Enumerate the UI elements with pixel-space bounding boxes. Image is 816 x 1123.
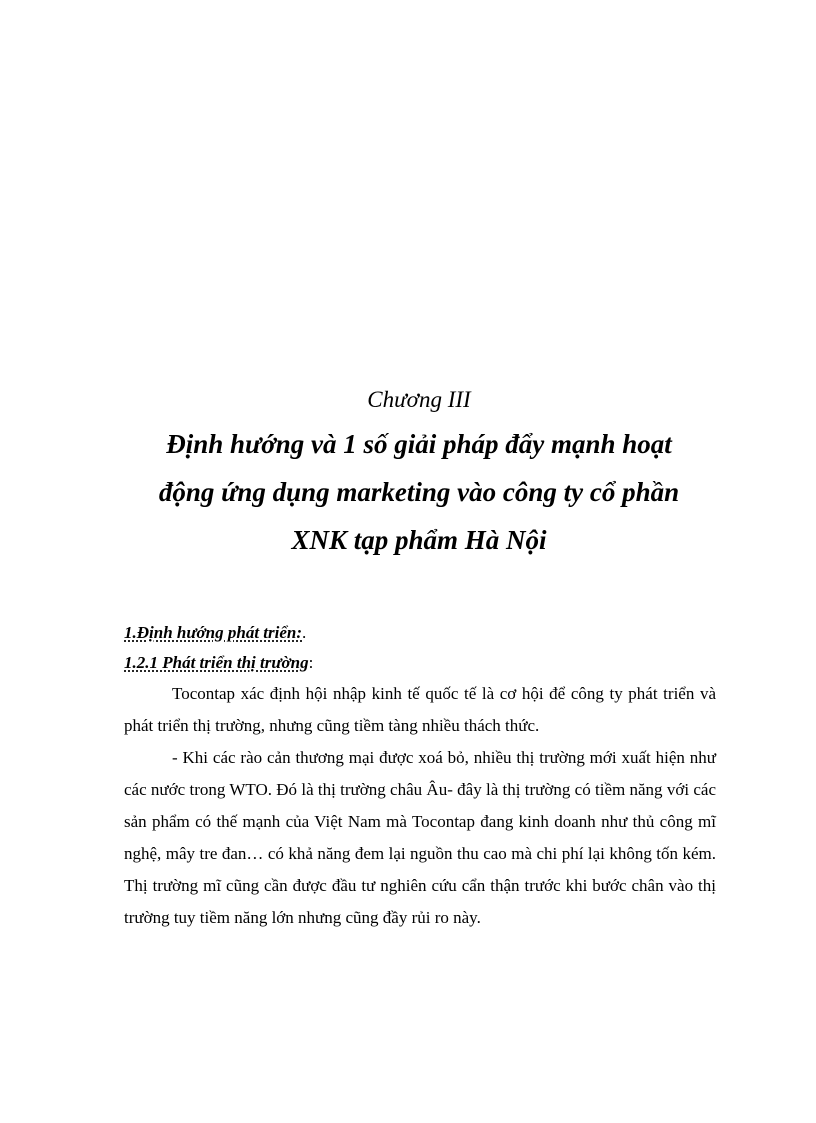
chapter-title-line-3: XNK tạp phẩm Hà Nội	[291, 525, 547, 555]
section-heading-1	[124, 618, 716, 648]
chapter-title-line-2: động ứng dụng marketing vào công ty cổ phần	[158, 477, 680, 507]
section-heading-1-suffix: .	[302, 623, 307, 642]
chapter-title	[0, 420, 816, 564]
body-paragraph-2: - Khi các rào cản thương mại được xoá bỏ, nhiều thị trường mới xuất hiện như các nước trong WTO. Đó là thị trường châu Âu- đây là thị trường có tiềm năng với các sản phẩm có thế mạnh của Việt Nam mà Tocontap đang kinh doanh như thủ công mĩ nghệ, mây tre đan… có khả năng đem lại nguồn thu cao mà chi phí lại không tốn kém. Thị trường mĩ cũng cần được đầu tư nghiên cứu cẩn thận trước khi bước chân vào thị trường tuy tiềm năng lớn nhưng cũng đầy rủi ro này.	[124, 748, 716, 927]
section-heading-1-2-1-suffix: :	[308, 653, 314, 672]
section-heading-1-2-1	[124, 648, 716, 678]
chapter-title-line-1: Định hướng và 1 số giải pháp đẩy mạnh hoạt	[166, 429, 672, 459]
body-paragraph-1: Tocontap xác định hội nhập kinh tế quốc tế là cơ hội để công ty phát triển và phát triển thị trường, nhưng cũng tiềm tàng nhiều thách thức.	[124, 684, 716, 735]
section-heading-1-2-1-text: 1.2.1 Phát triển thị trường	[124, 653, 309, 672]
section-heading-1-text: 1.Định hướng phát triển:	[124, 623, 303, 642]
chapter-label: Chương III	[367, 387, 471, 412]
document-body	[124, 618, 716, 934]
